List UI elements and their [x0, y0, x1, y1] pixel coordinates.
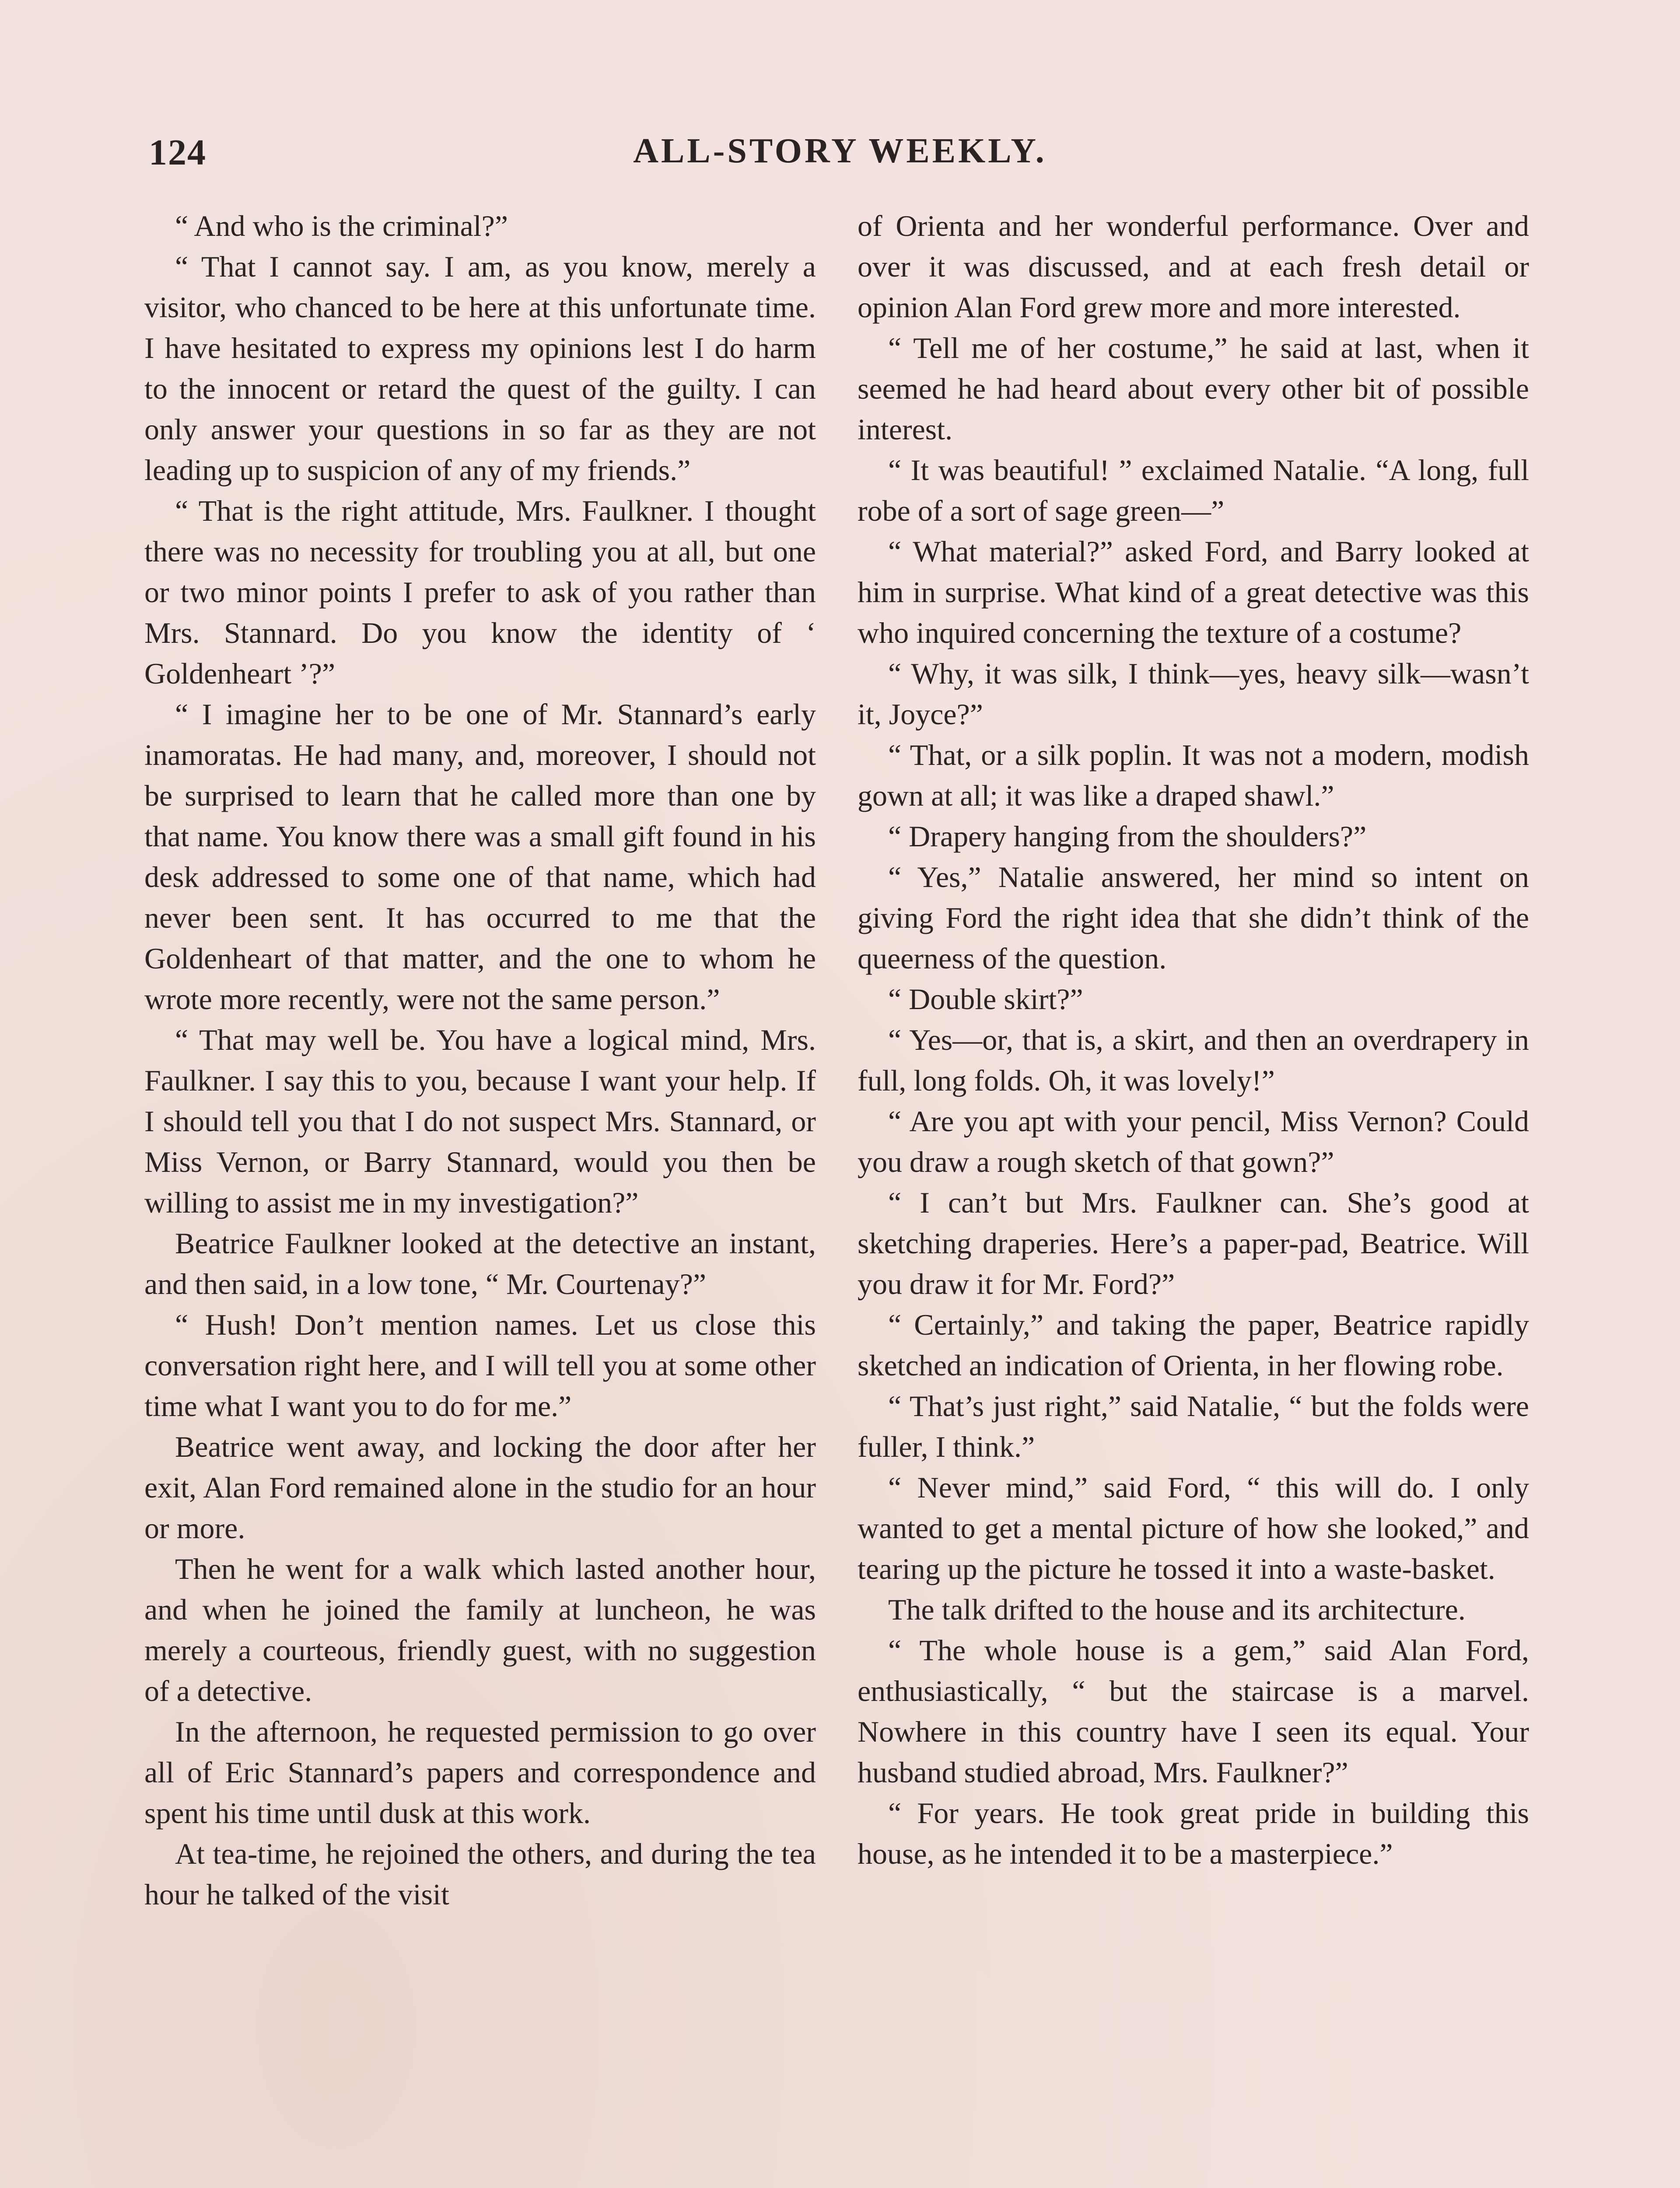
paragraph: “ That may well be. You have a logical mind, Mrs. Faulkner. I say this to you, because I want your help. If I should tell you that I do not suspect Mrs. Stannard, or Miss Vernon, or Barry Stannard, would you then be willing to assist me in my investigation?”	[144, 1023, 816, 1219]
paragraph: “ Certainly,” and taking the paper, Beatrice rapidly sketched an indication of Orienta, in her flowing robe.	[858, 1308, 1529, 1382]
paragraph: The talk drifted to the house and its architecture.	[888, 1593, 1466, 1626]
paragraph: “ Yes,” Natalie answered, her mind so intent on giving Ford the right idea that she didn’t think of the queerness of the question.	[858, 860, 1529, 975]
paragraph: Then he went for a walk which lasted another hour, and when he joined the family at luncheon, he was merely a courteous, friendly guest, with no suggestion of a detective.	[144, 1552, 816, 1708]
paragraph: “ The whole house is a gem,” said Alan Ford, enthusiastically, “ but the staircase is a marvel. Nowhere in this country have I seen its equal. Your husband studied abroad, Mrs. Faulkner?”	[858, 1634, 1529, 1789]
paragraph: “ Never mind,” said Ford, “ this will do. I only wanted to get a mental picture of how she looked,” and tearing up the picture he tossed it into a waste-basket.	[858, 1471, 1529, 1585]
paragraph: Beatrice Faulkner looked at the detective an instant, and then said, in a low tone, “ Mr. Courtenay?”	[144, 1227, 816, 1301]
running-head: ALL-STORY WEEKLY.	[633, 132, 1047, 170]
paragraph: “ That I cannot say. I am, as you know, merely a visitor, who chanced to be here at this unfortunate time. I have hesitated to express my opinions lest I do harm to the innocent or retard the quest of the guilty. I can only answer your questions in so far as they are not leading up to suspicion of any of my friends.”	[144, 250, 816, 487]
paragraph: “ Hush! Don’t mention names. Let us close this conversation right here, and I will tell you at some other time what I want you to do for me.”	[144, 1308, 816, 1423]
paragraph-continuation: of Orienta and her wonderful performance. Over and over it was discussed, and at each fresh detail or opinion Alan Ford grew more and more interested.	[858, 209, 1529, 324]
paragraph: “ That’s just right,” said Natalie, “ but the folds were fuller, I think.”	[858, 1389, 1529, 1463]
left-column	[144, 206, 816, 1915]
paragraph: “ Double skirt?”	[888, 982, 1083, 1016]
paragraph: “ That, or a silk poplin. It was not a modern, modish gown at all; it was like a draped shawl.”	[858, 738, 1529, 812]
paragraph: “ Drapery hanging from the shoulders?”	[888, 820, 1367, 853]
right-column	[858, 206, 1529, 1874]
paragraph: “ Why, it was silk, I think—yes, heavy silk—wasn’t it, Joyce?”	[858, 657, 1529, 731]
paragraph: At tea-time, he rejoined the others, and during the tea hour he talked of the visit	[144, 1837, 816, 1911]
paragraph: “ It was beautiful! ” exclaimed Natalie. “A long, full robe of a sort of sage green—”	[858, 453, 1529, 527]
paragraph: “ What material?” asked Ford, and Barry looked at him in surprise. What kind of a great detective was this who inquired concerning the texture of a costume?	[858, 535, 1529, 649]
page-number: 124	[149, 132, 206, 173]
paragraph: “ I can’t but Mrs. Faulkner can. She’s good at sketching draperies. Here’s a paper-pad, Beatrice. Will you draw it for Mr. Ford?”	[858, 1186, 1529, 1301]
paragraph: Beatrice went away, and locking the door after her exit, Alan Ford remained alone in the studio for an hour or more.	[144, 1430, 816, 1545]
paragraph: “ I imagine her to be one of Mr. Stannard’s early inamoratas. He had many, and, moreover, I should not be surprised to learn that he called more than one by that name. You know there was a small gift found in his desk addressed to some one of that name, which had never been sent. It has occurred to me that the Goldenheart of that matter, and the one to whom he wrote more recently, were not the same person.”	[144, 698, 816, 1016]
page-header	[149, 131, 1531, 188]
paragraph: “ Yes—or, that is, a skirt, and then an overdrapery in full, long folds. Oh, it was lovely!”	[858, 1023, 1529, 1097]
paragraph: “ Are you apt with your pencil, Miss Vernon? Could you draw a rough sketch of that gown?”	[858, 1105, 1529, 1178]
paragraph: “ Tell me of her costume,” he said at last, when it seemed he had heard about every other bit of possible interest.	[858, 331, 1529, 446]
paragraph: “ That is the right attitude, Mrs. Faulkner. I thought there was no necessity for troubling you at all, but one or two minor points I prefer to ask of you rather than Mrs. Stannard. Do you know the identity of ‘ Goldenheart ’?”	[144, 494, 816, 690]
paragraph: “ For years. He took great pride in building this house, as he intended it to be a masterpiece.”	[858, 1796, 1529, 1870]
paragraph: “ And who is the criminal?”	[175, 209, 508, 242]
paragraph: In the afternoon, he requested permission to go over all of Eric Stannard’s papers and correspondence and spent his time until dusk at this work.	[144, 1715, 816, 1830]
